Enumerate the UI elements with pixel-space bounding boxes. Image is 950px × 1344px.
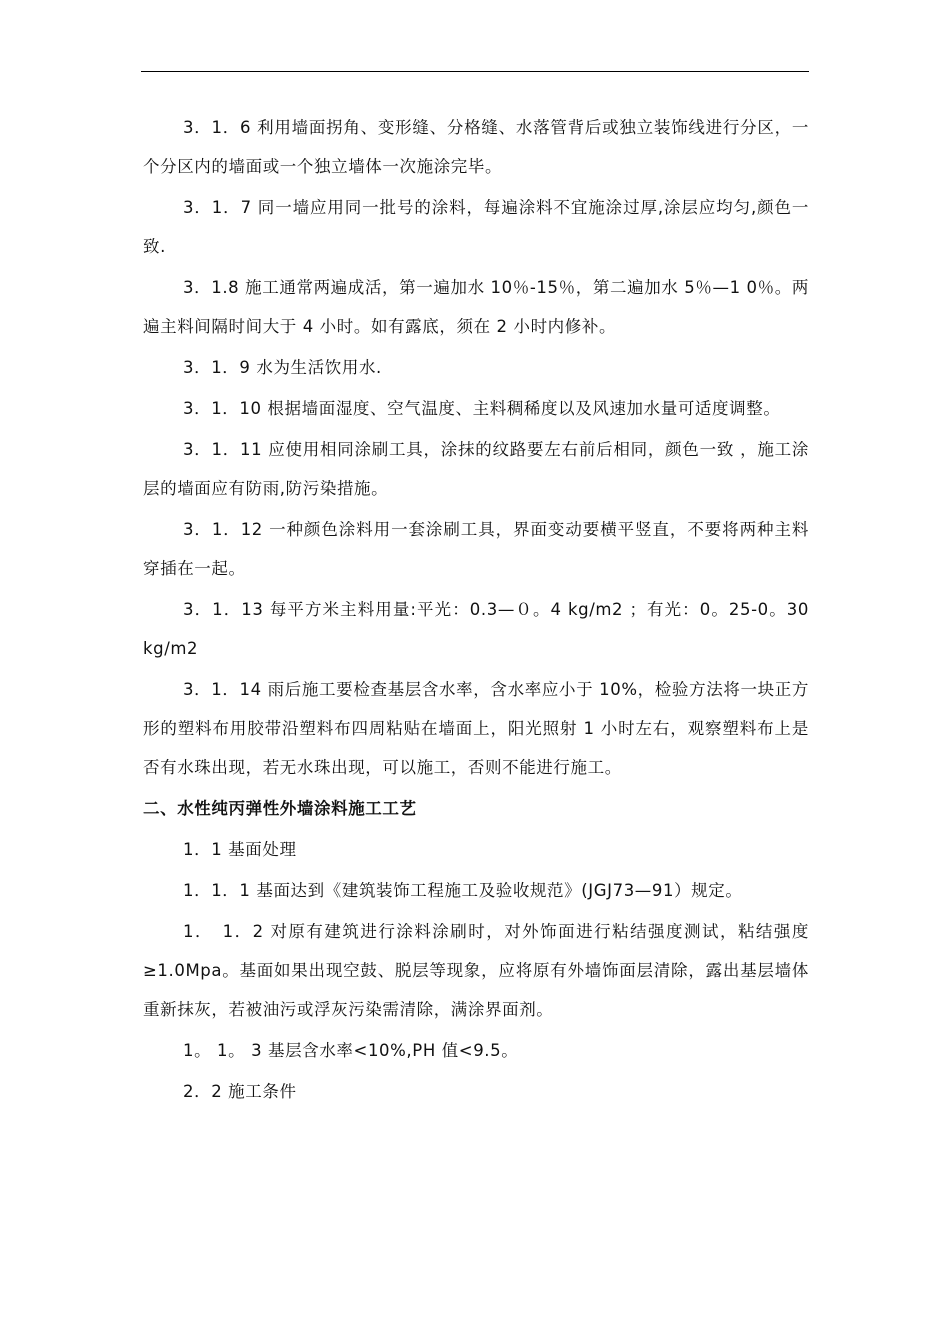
paragraph-3-1-9: 3．1．9 水为生活饮用水. xyxy=(183,358,382,377)
document-body xyxy=(143,108,809,1113)
paragraph-3-1-14: 3．1．14 雨后施工要检查基层含水率，含水率应小于 10%，检验方法将一块正方形的塑料布用胶带沿塑料布四周粘贴在墙面上，阳光照射 1 小时左右，观察塑料布上是否有水珠出现，若无水珠出现，可以施工，否则不能进行施工。 xyxy=(143,680,809,777)
paragraph-3-1-12: 3．1．12 一种颜色涂料用一套涂刷工具，界面变动要横平竖直，不要将两种主料穿插在一起。 xyxy=(143,520,809,578)
paragraph-3-1-6: 3．1．6 利用墙面拐角、变形缝、分格缝、水落管背后或独立装饰线进行分区，一个分区内的墙面或一个独立墙体一次施涂完毕。 xyxy=(143,118,809,176)
paragraph-3-1-10: 3．1．10 根据墙面湿度、空气温度、主料稠稀度以及风速加水量可适度调整。 xyxy=(183,399,781,418)
header-rule xyxy=(141,71,809,72)
paragraph-3-1-11: 3．1．11 应使用相同涂刷工具，涂抹的纹路要左右前后相同，颜色一致 ，施工涂层的墙面应有防雨,防污染措施。 xyxy=(143,440,809,498)
paragraph-3-1-13: 3．1．13 每平方米主料用量:平光：0.3—０。4 kg/m2 ；有光：0。25-0。30 kg/m2 xyxy=(143,600,809,658)
paragraph-1-1-1: 1．1．1 基面达到《建筑装饰工程施工及验收规范》(JGJ73—91）规定。 xyxy=(183,881,743,900)
paragraph-1-1: 1．1 基面处理 xyxy=(183,840,297,859)
paragraph-1-1-3: 1。 1。 3 基层含水率<10%,PH 值<9.5。 xyxy=(183,1041,519,1060)
paragraph-3-1-7: 3．1．7 同一墙应用同一批号的涂料，每遍涂料不宜施涂过厚,涂层应均匀,颜色一致. xyxy=(143,198,809,256)
paragraph-3-1-8: 3．1.8 施工通常两遍成活，第一遍加水 10％-15％，第二遍加水 5％—1 0％。两遍主料间隔时间大于 4 小时。如有露底，须在 2 小时内修补。 xyxy=(143,278,809,336)
paragraph-1-1-2: 1． 1．2 对原有建筑进行涂料涂刷时，对外饰面进行粘结强度测试，粘结强度≥1.0Mpa。基面如果出现空鼓、脱层等现象，应将原有外墙饰面层清除，露出基层墙体重新抹灰，若被油污或浮灰污染需清除，满涂界面剂。 xyxy=(143,922,809,1019)
paragraph-2-2: 2．2 施工条件 xyxy=(183,1082,297,1101)
section-heading: 二、水性纯丙弹性外墙涂料施工工艺 xyxy=(143,799,417,818)
